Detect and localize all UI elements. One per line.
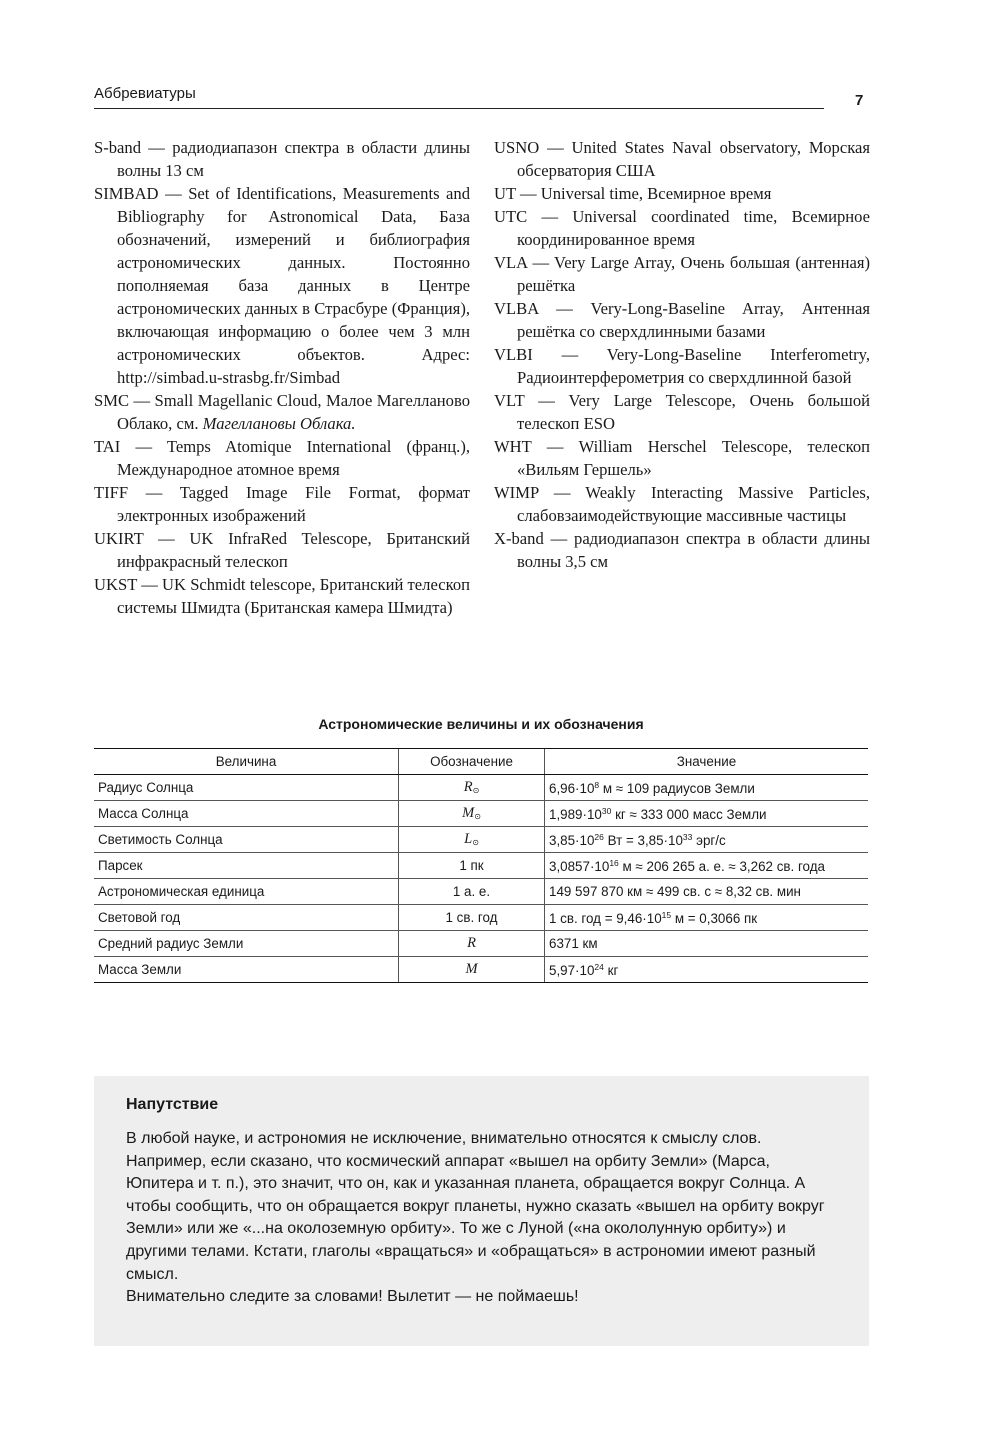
glossary-entry: [494, 435, 870, 481]
table-row: [94, 775, 868, 801]
sun-symbol-icon: ⊙: [472, 838, 479, 847]
glossary-separator: —: [527, 207, 573, 226]
table-row: [94, 879, 868, 905]
glossary-entry: [494, 205, 870, 251]
symbol-text: 1 а. е.: [452, 884, 491, 899]
glossary-separator: —: [158, 184, 189, 203]
glossary-term: VLBI: [494, 345, 533, 364]
glossary-entry: [94, 136, 470, 182]
value-cell: [545, 827, 869, 853]
glossary-definition: радиодиапазон спектра в области длины волны 3,5 см: [517, 529, 870, 571]
value-text: 6371 км: [549, 936, 598, 951]
value-text: 6,96·10: [549, 780, 595, 796]
glossary-term: SMC: [94, 391, 130, 410]
symbol-cell: [399, 775, 545, 801]
glossary-separator: —: [532, 345, 607, 364]
section-title: Аббревиатуры: [94, 85, 196, 102]
glossary-term: SIMBAD: [94, 184, 159, 203]
column-header-symbol: Обозначение: [399, 749, 545, 775]
value-text: 5,97·10: [549, 962, 595, 978]
quantity-cell: Светимость Солнца: [94, 827, 399, 853]
glossary-term: TAI: [94, 437, 121, 456]
glossary-definition: Tagged Image File Format, формат электронных изображений: [117, 483, 471, 525]
advice-box: [94, 1076, 869, 1346]
symbol-text: 1 св. год: [445, 910, 498, 925]
glossary-term: X-band: [494, 529, 544, 548]
glossary-definition: Set of Identifications, Measurements and Bibliography for Astronomical Data, База обозначений, измерений и библиография астрономических данных. Постоянно пополняемая база данных в Центре астрономических данных в Страсбуре (Франция), включающая информацию о более чем 3 млн астрономических объектов. Адрес: http://simbad.u-strasbg.fr/Simbad: [117, 184, 471, 387]
table-row: [94, 905, 868, 931]
sun-symbol-icon: ⊙: [474, 812, 481, 821]
glossary-entry: [494, 182, 870, 205]
glossary-separator: —: [129, 391, 155, 410]
glossary-definition: United States Naval observatory, Морская обсерватория США: [517, 138, 871, 180]
glossary-term: USNO: [494, 138, 540, 157]
table-row: [94, 853, 868, 879]
glossary-definition: Very Large Telescope, Очень большой телескоп ESO: [517, 391, 871, 433]
glossary-term: UKIRT: [94, 529, 144, 548]
glossary-column-right: [494, 136, 870, 573]
glossary-entry: [494, 251, 870, 297]
value-text: м ≈ 109 радиусов Земли: [599, 780, 755, 796]
table-row: [94, 801, 868, 827]
glossary-definition: William Herschel Telescope, телескоп «Вильям Гершель»: [517, 437, 870, 479]
exponent: 16: [609, 857, 619, 868]
quantity-cell: Астрономическая единица: [94, 879, 399, 905]
glossary-separator: —: [143, 529, 190, 548]
advice-paragraph: Внимательно следите за словами! Вылетит — не поймаешь!: [126, 1288, 579, 1306]
glossary-term: VLT: [494, 391, 525, 410]
glossary-separator: —: [120, 437, 167, 456]
glossary-definition: Very-Long-Baseline Interferometry, Радиоинтерферометрия со сверхдлинной базой: [517, 345, 870, 387]
value-cell: [545, 931, 869, 957]
value-cell: [545, 879, 869, 905]
glossary-entry: [494, 389, 870, 435]
exponent: 15: [661, 909, 672, 920]
glossary-separator: —: [527, 253, 555, 272]
symbol-text: M: [462, 805, 475, 821]
value-text: 1 св. год = 9,46·10: [549, 910, 662, 926]
glossary-entry: [94, 389, 470, 435]
exponent: 30: [601, 805, 612, 816]
quantity-cell: Радиус Солнца: [94, 775, 399, 801]
sun-symbol-icon: ⊙: [472, 786, 480, 795]
value-text: 3,85·10: [549, 832, 595, 848]
glossary-definition: Very-Long-Baseline Array, Антенная решётка со сверхдлинными базами: [517, 299, 871, 341]
table-row: [94, 957, 868, 983]
exponent: 24: [594, 961, 604, 972]
symbol-cell: [399, 931, 545, 957]
page-header: [94, 82, 824, 109]
glossary-term: VLA: [494, 253, 528, 272]
astronomical-constants-table: [94, 748, 868, 983]
symbol-text: 1 пк: [459, 858, 484, 873]
symbol-text: L: [464, 831, 473, 847]
glossary-entry: [494, 343, 870, 389]
glossary-separator: —: [531, 437, 579, 456]
glossary-entry: [494, 136, 870, 182]
value-text: м = 0,3066 пк: [671, 910, 758, 926]
glossary-separator: —: [524, 391, 569, 410]
symbol-cell: [399, 905, 545, 931]
value-text: кг ≈ 333 000 масс Земли: [611, 806, 767, 822]
quantity-cell: Парсек: [94, 853, 399, 879]
table-row: [94, 827, 868, 853]
value-cell: [545, 905, 869, 931]
glossary-term: UKST: [94, 575, 138, 594]
glossary-entry: [94, 435, 470, 481]
glossary-definition: UK InfraRed Telescope, Британский инфракрасный телескоп: [117, 529, 470, 571]
glossary-definition: Universal time, Всемирное время: [540, 184, 772, 203]
glossary-separator: —: [128, 483, 180, 502]
glossary-definition: Small Magellanic Cloud, Малое Магелланово Облако, см.: [117, 391, 471, 433]
value-cell: [545, 853, 869, 879]
glossary-entry: [494, 481, 870, 527]
symbol-text: R: [467, 935, 476, 951]
glossary-term: S-band: [94, 138, 142, 157]
value-cell: [545, 801, 869, 827]
glossary-definition: Universal coordinated time, Всемирное координированное время: [517, 207, 870, 249]
column-header-quantity: Величина: [94, 749, 399, 775]
glossary-separator: —: [539, 138, 572, 157]
glossary-separator: —: [137, 575, 163, 594]
glossary-term: UT: [494, 184, 516, 203]
value-cell: [545, 775, 869, 801]
glossary-entry: [94, 182, 470, 389]
value-text: 1,989·10: [549, 806, 602, 822]
symbol-cell: [399, 957, 545, 983]
glossary-definition: радиодиапазон спектра в области длины волны 13 см: [117, 138, 470, 180]
page-number: 7: [855, 92, 864, 109]
glossary-separator: —: [538, 299, 591, 318]
exponent: 8: [594, 779, 600, 790]
value-text: 3,0857·10: [549, 858, 610, 874]
advice-body: [126, 1128, 842, 1309]
column-header-value: Значение: [545, 749, 869, 775]
glossary-definition: Very Large Array, Очень большая (антенная) решётка: [517, 253, 870, 295]
symbol-cell: [399, 827, 545, 853]
symbol-text: M: [465, 961, 478, 977]
glossary-see-also: Магеллановы Облака.: [202, 414, 356, 433]
glossary-term: WHT: [494, 437, 532, 456]
glossary-term: UTC: [494, 207, 528, 226]
glossary-entry: [94, 481, 470, 527]
glossary-separator: —: [141, 138, 173, 157]
glossary-term: VLBA: [494, 299, 539, 318]
exponent: 33: [682, 831, 693, 842]
glossary-entry: [494, 527, 870, 573]
value-text: кг: [603, 962, 619, 978]
symbol-cell: [399, 801, 545, 827]
glossary-term: TIFF: [94, 483, 129, 502]
value-cell: [545, 957, 869, 983]
exponent: 26: [594, 831, 604, 842]
glossary-separator: —: [515, 184, 541, 203]
glossary-entry: [94, 527, 470, 573]
quantity-cell: Средний радиус Земли: [94, 931, 399, 957]
value-text: м ≈ 206 265 а. е. ≈ 3,262 св. года: [618, 858, 825, 874]
glossary-column-left: [94, 136, 470, 619]
glossary-definition: Temps Atomique International (франц.), Международное атомное время: [117, 437, 470, 479]
advice-title: Напутствие: [126, 1096, 219, 1113]
table-title: Астрономические величины и их обозначения: [318, 716, 644, 732]
value-text: 149 597 870 км ≈ 499 св. с ≈ 8,32 св. мин: [549, 884, 801, 899]
glossary-definition: UK Schmidt telescope, Британский телескоп системы Шмидта (Британская камера Шмидта): [117, 575, 470, 617]
glossary-separator: —: [538, 483, 586, 502]
table-row: [94, 931, 868, 957]
value-text: эрг/с: [692, 832, 726, 848]
glossary-entry: [94, 573, 470, 619]
quantity-cell: Масса Солнца: [94, 801, 399, 827]
glossary-entry: [494, 297, 870, 343]
glossary-definition: Weakly Interacting Massive Particles, слабовзаимодействующие массивные частицы: [517, 483, 870, 525]
glossary-separator: —: [543, 529, 575, 548]
symbol-cell: [399, 879, 545, 905]
quantity-cell: Световой год: [94, 905, 399, 931]
symbol-text: R: [463, 779, 473, 795]
advice-paragraph: В любой науке, и астрономия не исключение, внимательно относятся к смыслу слов. Например, если сказано, что космический аппарат «вышел на орбиту Земли» (Марса, Юпитера и т. п.), это значит, что он, как и указанная планета, обращается вокруг Солнца. А чтобы сообщить, что он обращается вокруг планеты, нужно сказать «вышел на орбиту вокруг Земли» или же «...на околоземную орбиту». То же с Луной («на окололунную орбиту») и другими телами. Кстати, глаголы «вращаться» и «обращаться» в астрономии имеют разный смысл.: [126, 1130, 825, 1283]
glossary-term: WIMP: [494, 483, 539, 502]
symbol-cell: [399, 853, 545, 879]
table-header-row: [94, 749, 868, 775]
quantity-cell: Масса Земли: [94, 957, 399, 983]
value-text: Вт = 3,85·10: [603, 832, 683, 848]
